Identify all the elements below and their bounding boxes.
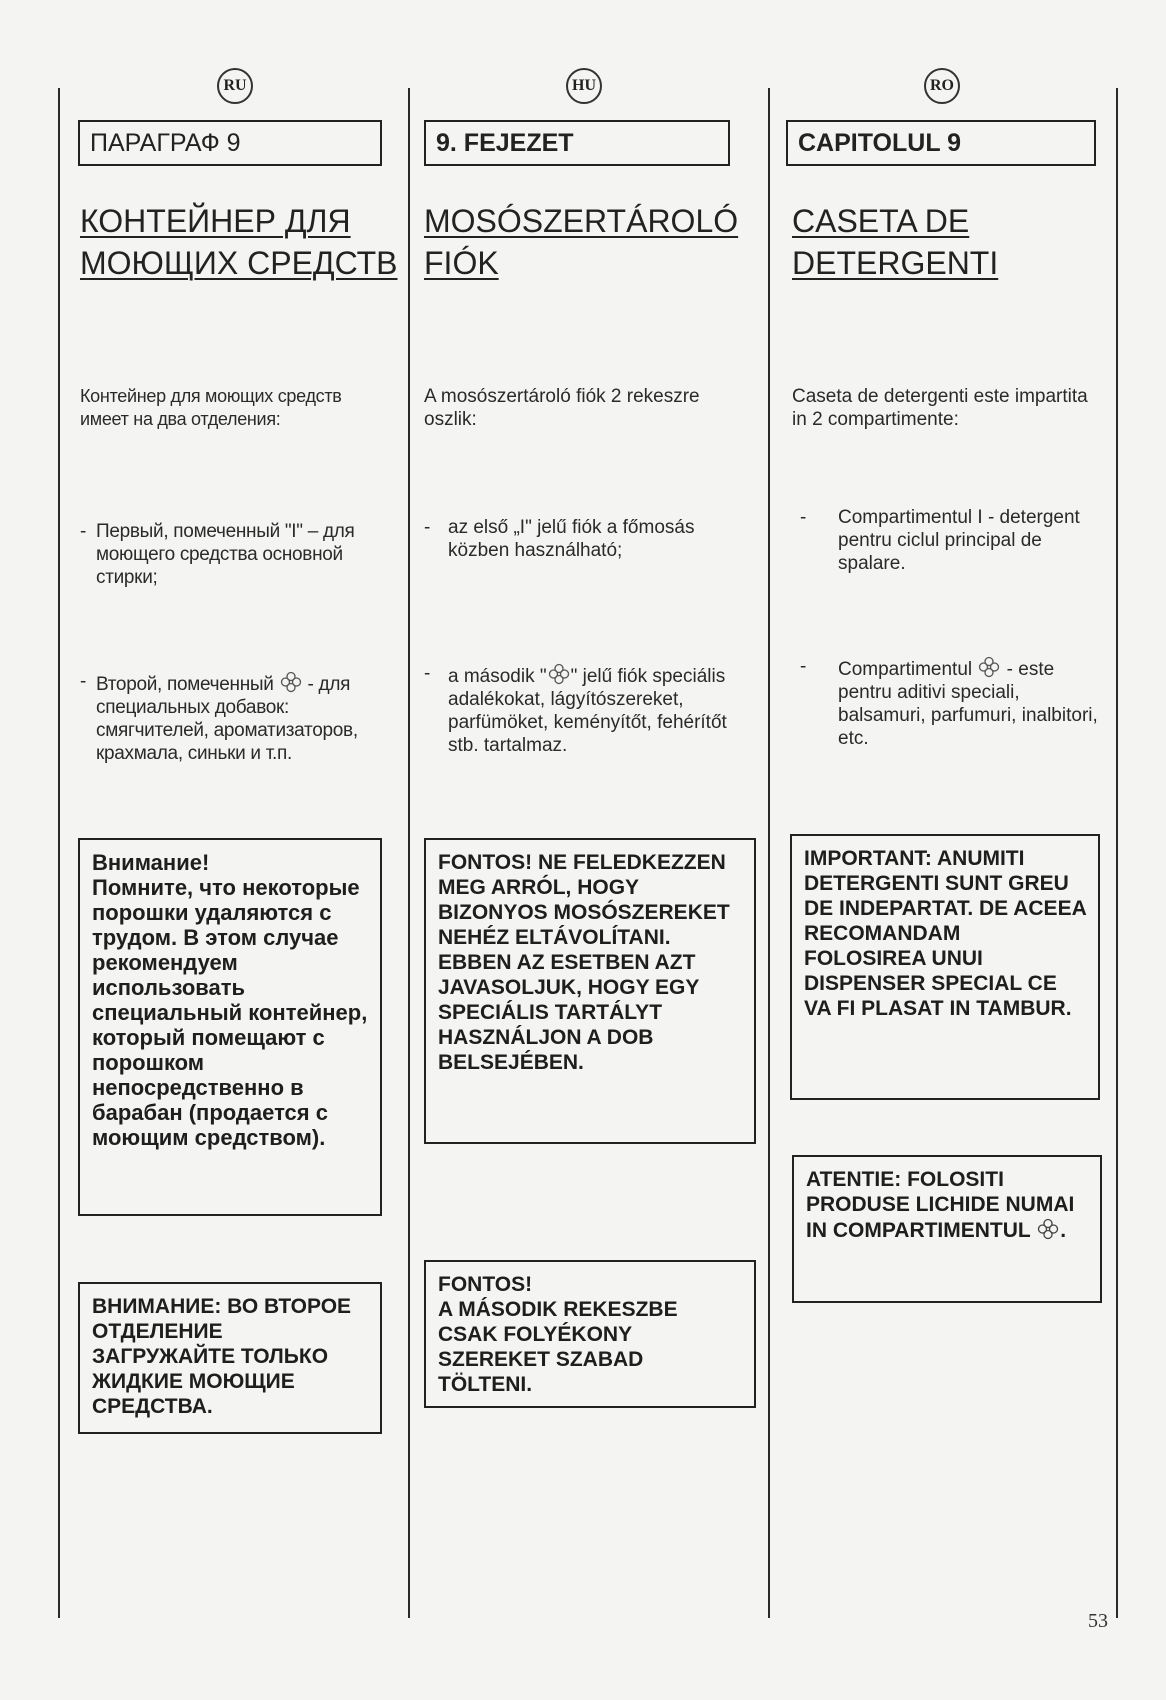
language-badge-ro: RO: [924, 68, 960, 104]
note-body: Помните, что некоторые порошки удаляются с трудом. В этом случае рекомендуем использовать специальный контейнер, который помещают с порошком непосредственно в барабан (продается с моющим средством).: [92, 875, 368, 1150]
note-body: A MÁSODIK REKESZBE CSAK FOLYÉKONY SZEREKET SZABAD TÖLTENI.: [438, 1298, 678, 1396]
note-heading: FONTOS!: [438, 1273, 533, 1296]
section-title-hu: [424, 200, 764, 284]
title-line-2: FIÓK: [424, 245, 499, 281]
bullet-2-ro: [800, 655, 1110, 750]
title-line-1: CASETA DE: [792, 203, 970, 239]
note-text-start: ATENTIE: FOLOSITI PRODUSE LICHIDE NUMAI IN COMPARTIMENTUL: [806, 1168, 1075, 1242]
bullet-text-start: Compartimentul: [838, 659, 973, 680]
title-line-2: DETERGENTI: [792, 245, 999, 281]
bullet-dash: -: [424, 663, 431, 684]
bullet-text-start: Второй, помеченный: [96, 674, 274, 695]
bullet-dash: -: [80, 521, 87, 542]
note-box-ru-1: [78, 838, 382, 1216]
note-text: ВНИМАНИЕ: ВО ВТОРОЕ ОТДЕЛЕНИЕ ЗАГРУЖАЙТЕ ТОЛЬКО ЖИДКИЕ МОЮЩИЕ СРЕДСТВА.: [92, 1295, 352, 1418]
chapter-heading-hu: 9. FEJEZET: [424, 120, 730, 166]
intro-ru: Контейнер для моющих средств имеет на два отделения:: [80, 386, 342, 429]
bullet-2-ru: [80, 670, 370, 765]
title-line-1: MOSÓSZERTÁROLÓ: [424, 203, 739, 239]
column-rule-3: [768, 88, 770, 1618]
softener-flower-icon: [977, 655, 1001, 679]
column-rule-right: [1116, 88, 1118, 1618]
bullet-1-hu: [424, 516, 754, 562]
note-box-hu-1: [424, 838, 756, 1144]
column-rule-left: [58, 88, 60, 1618]
page-number: 53: [1088, 1610, 1108, 1632]
bullet-2-hu: [424, 662, 754, 757]
softener-flower-icon: [1036, 1217, 1060, 1241]
intro-hu: A mosószertároló fiók 2 rekeszre oszlik:: [424, 386, 700, 430]
bullet-dash: -: [800, 507, 807, 528]
bullet-dash: -: [80, 671, 87, 692]
note-box-ro-2: [792, 1155, 1102, 1303]
bullet-text: Первый, помеченный "I" – для моющего средства основной стирки;: [96, 521, 355, 588]
note-text-end: .: [1060, 1219, 1067, 1242]
section-title-ru: [80, 200, 400, 284]
column-rule-2: [408, 88, 410, 1618]
chapter-heading-ru: ПАРАГРАФ 9: [78, 120, 382, 166]
softener-flower-icon: [279, 670, 303, 694]
intro-ro: Caseta de detergenti este impartita in 2 compartimente:: [792, 386, 1088, 430]
language-badge-ru: RU: [217, 68, 253, 104]
bullet-1-ru: [80, 520, 370, 589]
bullet-text: Compartimentul I - detergent pentru ciclul principal de spalare.: [838, 507, 1080, 574]
softener-flower-icon: [547, 662, 571, 686]
note-box-ro-1: [790, 834, 1100, 1100]
note-box-hu-2: [424, 1260, 756, 1408]
section-title-ro: [792, 200, 1092, 284]
bullet-1-ro: [800, 506, 1100, 575]
title-line-2: МОЮЩИХ СРЕДСТВ: [80, 245, 398, 281]
title-line-1: КОНТЕЙНЕР ДЛЯ: [80, 203, 351, 239]
note-text: FONTOS! NE FELEDKEZZEN MEG ARRÓL, HOGY BIZONYOS MOSÓSZEREKET NEHÉZ ELTÁVOLÍTANI. EBBEN AZ ESETBEN AZT JAVASOLJUK, HOGY EGY SPECIÁLIS TARTÁLYT HASZNÁLJON A DOB BELSEJÉBEN.: [438, 851, 730, 1074]
language-badge-hu: HU: [566, 68, 602, 104]
chapter-heading-ro: CAPITOLUL 9: [786, 120, 1096, 166]
note-box-ru-2: [78, 1282, 382, 1434]
bullet-text-end: - este pentru aditivi speciali, balsamuri, parfumuri, inalbitori, etc.: [838, 659, 1098, 749]
bullet-dash: -: [800, 656, 807, 677]
bullet-text-start: a második ": [448, 666, 547, 687]
note-heading: Внимание!: [92, 850, 210, 875]
bullet-text: az első „I" jelű fiók a főmosás közben használható;: [448, 517, 695, 561]
bullet-dash: -: [424, 517, 431, 538]
bullet-text-end: - для специальных добавок: смягчителей, ароматизаторов, крахмала, синьки и т.п.: [96, 674, 358, 764]
bullet-text-end: " jelű fiók speciális adalékokat, lágyítószereket, parfümöket, keményítőt, fehérítőt stb. tartalmaz.: [448, 666, 727, 756]
note-text: IMPORTANT: ANUMITI DETERGENTI SUNT GREU DE INDEPARTAT. DE ACEEA RECOMANDAM FOLOSIREA UNUI DISPENSER SPECIAL CE VA FI PLASAT IN TAMBUR.: [804, 847, 1086, 1020]
